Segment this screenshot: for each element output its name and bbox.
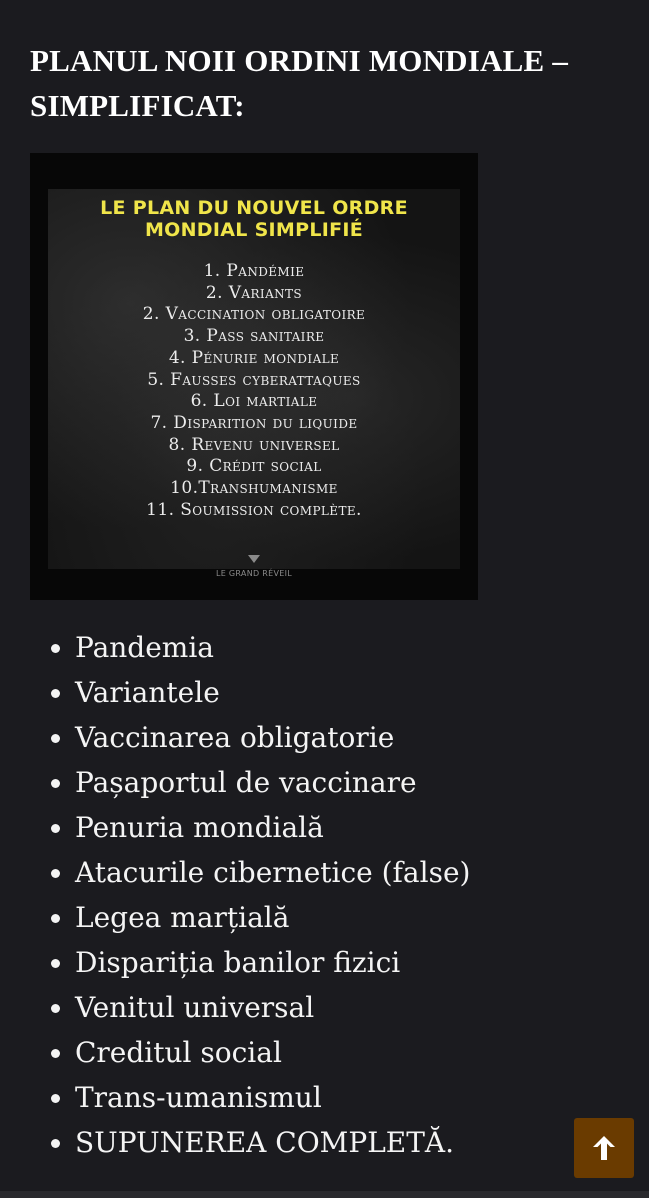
poster-list	[30, 261, 478, 521]
article	[30, 38, 620, 128]
poster-list-item: 8. Revenu universel	[168, 434, 340, 455]
page-title: PLANUL NOII ORDINI MONDIALE – SIMPLIFICAT:	[30, 43, 569, 123]
poster-list-item: 4. Pénurie mondiale	[168, 347, 340, 368]
triangle-down-icon	[248, 555, 260, 563]
poster-image	[30, 153, 478, 600]
poster-list-item: 9. Crédit social	[186, 456, 322, 477]
poster-list-item: 10.Transhumanisme	[170, 478, 338, 499]
poster-list-item: 11. Soumission complète.	[146, 499, 362, 520]
bullet-list	[75, 625, 470, 1165]
scroll-to-top-button[interactable]	[574, 1118, 634, 1178]
list-item: Pașaportul de vaccinare	[75, 760, 470, 805]
poster-list-item: 6. Loi martiale	[190, 391, 318, 412]
poster-list-item: 5. Fausses cyberattaques	[147, 369, 361, 390]
list-item: Variantele	[75, 670, 470, 715]
list-item: SUPUNEREA COMPLETĂ.	[75, 1120, 470, 1165]
list-item: Creditul social	[75, 1030, 470, 1075]
poster-list-item: 7. Disparition du liquide	[150, 412, 358, 433]
poster-title-line: MONDIAL SIMPLIFIÉ	[144, 219, 364, 241]
list-item: Vaccinarea obligatorie	[75, 715, 470, 760]
list-item: Legea marțială	[75, 895, 470, 940]
list-item: Venitul universal	[75, 985, 470, 1030]
poster-brand: LE GRAND RÉVEIL	[215, 569, 293, 578]
list-item: Penuria mondială	[75, 805, 470, 850]
poster-title	[30, 197, 478, 241]
list-item: Atacurile cibernetice (false)	[75, 850, 470, 895]
poster-list-item: 2. Variants	[205, 282, 303, 303]
poster-list-item: 1. Pandémie	[203, 261, 305, 281]
arrow-up-icon	[591, 1134, 617, 1162]
poster-list-item: 3. Pass sanitaire	[183, 326, 325, 347]
poster-list-item: 2. Vaccination obligatoire	[142, 304, 366, 325]
bottom-divider	[0, 1191, 649, 1198]
list-item: Trans-umanismul	[75, 1075, 470, 1120]
poster-title-line: LE PLAN DU NOUVEL ORDRE	[100, 197, 408, 219]
list-item: Dispariția banilor fizici	[75, 940, 470, 985]
list-item: Pandemia	[75, 625, 470, 670]
